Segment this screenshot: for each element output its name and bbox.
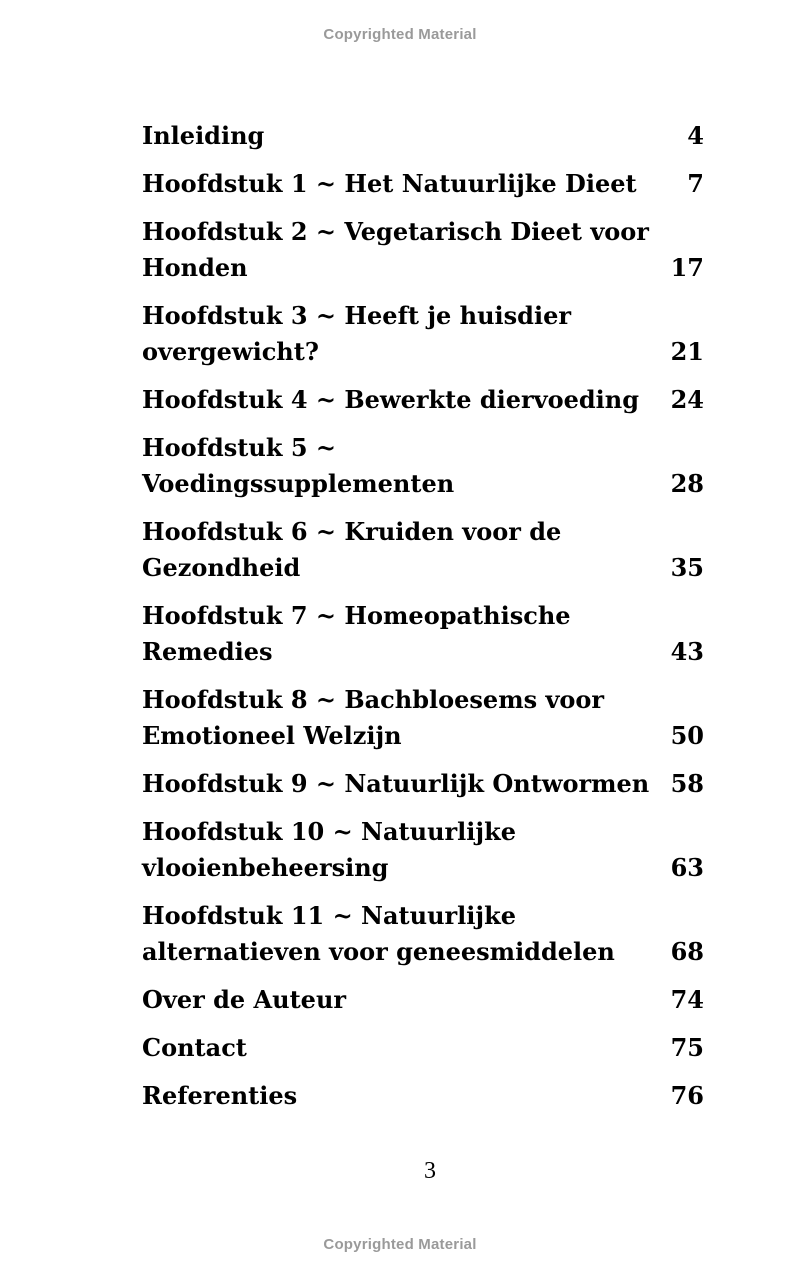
toc-entry-page: 7 — [687, 169, 704, 198]
toc-entry-inleiding[interactable] — [142, 118, 708, 154]
toc-entry-chapter-3[interactable] — [142, 298, 708, 370]
toc-entry-title: Inleiding — [142, 121, 265, 150]
toc-entry-chapter-10[interactable] — [142, 814, 708, 886]
toc-entry-page: 43 — [670, 637, 704, 666]
toc-entry-page: 24 — [670, 385, 704, 414]
toc-entry-title: Over de Auteur — [142, 985, 347, 1014]
toc-entry-title: Hoofdstuk 1 ~ Het Natuurlijke Dieet — [142, 169, 637, 198]
toc-entry-title: Hoofdstuk 4 ~ Bewerkte diervoeding — [142, 385, 639, 414]
toc-entry-contact[interactable] — [142, 1030, 708, 1066]
toc-entry-page: 35 — [670, 553, 704, 582]
toc-entry-title: Hoofdstuk 10 ~ Natuurlijke vlooienbeheersing — [142, 817, 516, 882]
toc-entry-chapter-6[interactable] — [142, 514, 708, 586]
toc-entry-title: Hoofdstuk 5 ~ Voedingssupplementen — [142, 433, 455, 498]
toc-entry-page: 58 — [670, 769, 704, 798]
toc-entry-page: 28 — [670, 469, 704, 498]
toc-entry-page: 76 — [670, 1081, 704, 1110]
toc-entry-title: Hoofdstuk 3 ~ Heeft je huisdier overgewicht? — [142, 301, 571, 366]
toc-entry-chapter-7[interactable] — [142, 598, 708, 670]
toc-entry-referenties[interactable] — [142, 1078, 708, 1114]
toc-entry-page: 63 — [670, 853, 704, 882]
toc-entry-title: Hoofdstuk 6 ~ Kruiden voor de Gezondheid — [142, 517, 562, 582]
toc-entry-page: 50 — [670, 721, 704, 750]
toc-entry-chapter-11[interactable] — [142, 898, 708, 970]
toc-entry-chapter-5[interactable] — [142, 430, 708, 502]
toc-entry-chapter-4[interactable] — [142, 382, 708, 418]
copyright-watermark-top: Copyrighted Material — [323, 26, 477, 43]
toc-entry-title: Hoofdstuk 2 ~ Vegetarisch Dieet voor Honden — [142, 217, 649, 282]
copyright-watermark-bottom: Copyrighted Material — [323, 1236, 477, 1253]
toc-entry-title: Hoofdstuk 11 ~ Natuurlijke alternatieven voor geneesmiddelen — [142, 901, 615, 966]
toc-entry-chapter-8[interactable] — [142, 682, 708, 754]
page-number: 3 — [424, 1158, 436, 1184]
toc-entry-title: Hoofdstuk 9 ~ Natuurlijk Ontwormen — [142, 769, 650, 798]
toc-entry-page: 21 — [670, 337, 704, 366]
table-of-contents — [142, 118, 708, 1126]
toc-entry-page: 68 — [670, 937, 704, 966]
toc-entry-page: 17 — [670, 253, 704, 282]
toc-entry-title: Hoofdstuk 7 ~ Homeopathische Remedies — [142, 601, 571, 666]
toc-entry-chapter-1[interactable] — [142, 166, 708, 202]
toc-entry-page: 74 — [670, 985, 704, 1014]
toc-entry-page: 75 — [670, 1033, 704, 1062]
toc-entry-title: Contact — [142, 1033, 247, 1062]
toc-entry-chapter-2[interactable] — [142, 214, 708, 286]
toc-entry-title: Hoofdstuk 8 ~ Bachbloesems voor Emotioneel Welzijn — [142, 685, 605, 750]
toc-entry-over-de-auteur[interactable] — [142, 982, 708, 1018]
toc-entry-chapter-9[interactable] — [142, 766, 708, 802]
toc-entry-page: 4 — [687, 121, 704, 150]
toc-entry-title: Referenties — [142, 1081, 298, 1110]
